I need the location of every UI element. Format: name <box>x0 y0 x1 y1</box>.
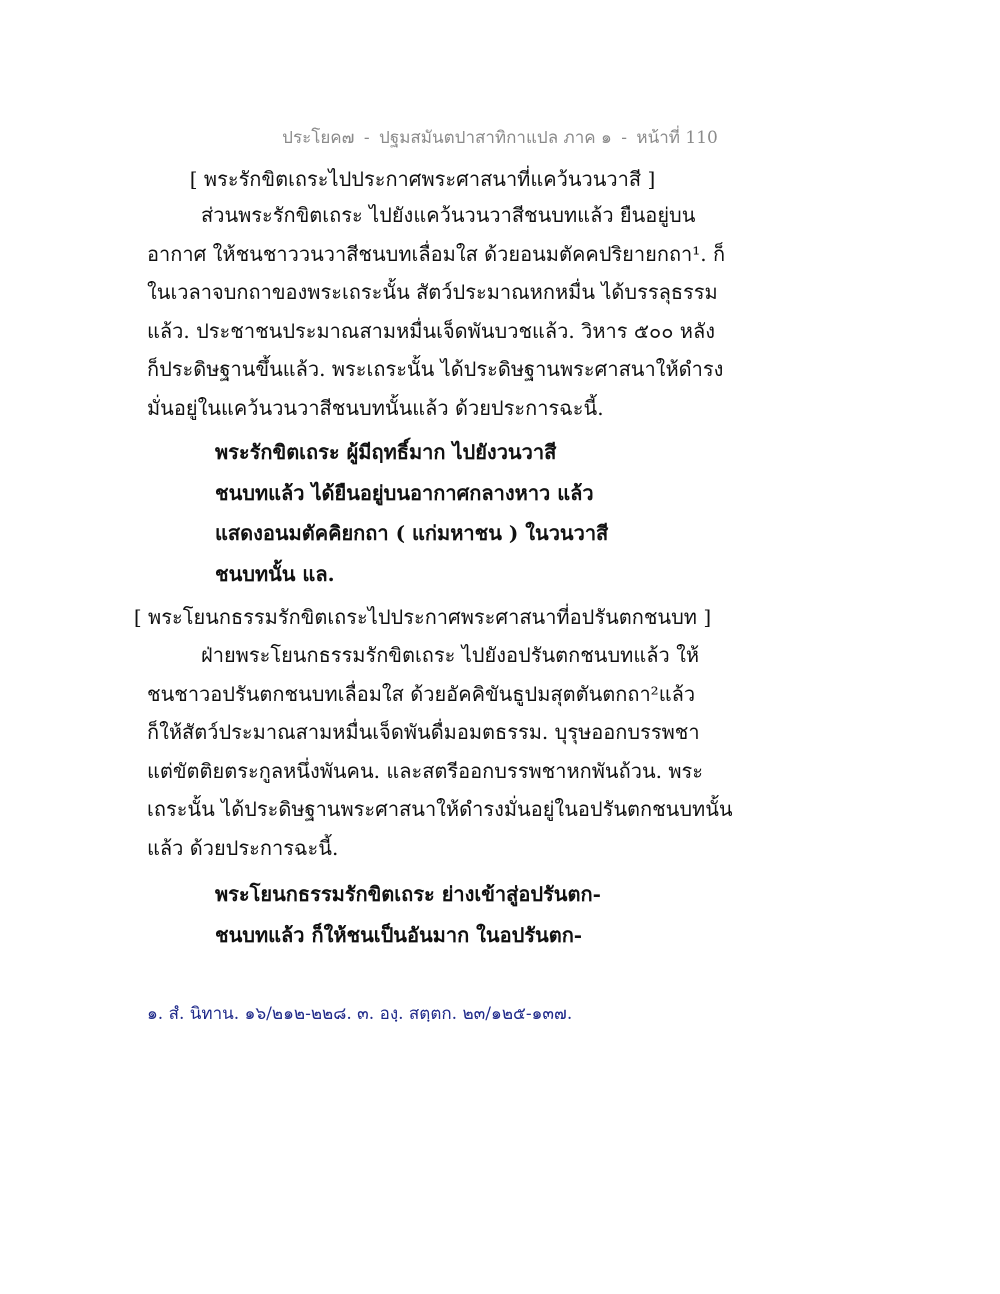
verse-block <box>215 432 735 594</box>
verse-line: ชนบทแล้ว ก็ให้ชนเป็นอันมาก ในอปรันตก- <box>215 922 583 947</box>
paragraph <box>147 636 733 868</box>
paragraph-line: ก็ให้สัตว์ประมาณสามหมื่นเจ็ดพันดื่มอมตธรรม. บุรุษออกบรรพชา <box>147 720 700 745</box>
header-page-number: หน้าที่ 110 <box>636 128 718 148</box>
paragraph-line: อากาศ ให้ชนชาววนวาสีชนบทเลื่อมใส ด้วยอนมตัคคปริยายกถา¹. ก็ <box>147 241 726 266</box>
page-header <box>0 124 1000 151</box>
paragraph-line: เถระนั้น ได้ประดิษฐานพระศาสนาให้ดำรงมั่นอยู่ในอปรันตกชนบทนั้น <box>147 797 733 822</box>
header-chapter: ประโยค๗ <box>282 128 355 148</box>
section-title: [ พระรักขิตเถระไปประกาศพระศาสนาที่แคว้นวนวาสี ] <box>189 167 656 191</box>
header-separator: - <box>621 128 627 148</box>
verse-line: ชนบทแล้ว ได้ยืนอยู่บนอากาศกลางหาว แล้ว <box>215 480 594 505</box>
paragraph-line: แล้ว ด้วยประการฉะนี้. <box>147 835 339 860</box>
paragraph-line: ในเวลาจบกถาของพระเถระนั้น สัตว์ประมาณหกหมื่น ได้บรรลุธรรม <box>147 280 718 305</box>
verse-line: ชนบทนั้น แล. <box>215 561 335 586</box>
paragraph-line: ฝ่ายพระโยนกธรรมรักขิตเถระ ไปยังอปรันตกชนบทแล้ว ให้ <box>201 643 700 667</box>
paragraph-line: มั่นอยู่ในแคว้นวนวาสีชนบทนั้นแล้ว ด้วยประการฉะนี้. <box>147 395 604 420</box>
paragraph-line: แล้ว. ประชาชนประมาณสามหมื่นเจ็ดพันบวชแล้ว. วิหาร ๕๐๐ หลัง <box>147 318 715 343</box>
paragraph-line: ชนชาวอปรันตกชนบทเลื่อมใส ด้วยอัคคิขันธูปมสุตตันตกถา²แล้ว <box>147 681 696 706</box>
header-book-title: ปฐมสมันตปาสาทิกาแปล ภาค ๑ <box>379 128 612 148</box>
section-title: [ พระโยนกธรรมรักขิตเถระไปประกาศพระศาสนาที่อปรันตกชนบท ] <box>133 605 712 629</box>
paragraph-line: ก็ประดิษฐานขึ้นแล้ว. พระเถระนั้น ได้ประดิษฐานพระศาสนาให้ดำรง <box>147 357 724 382</box>
paragraph-line: ส่วนพระรักขิตเถระ ไปยังแคว้นวนวาสีชนบทแล้ว ยืนอยู่บน <box>201 203 696 227</box>
paragraph-line: แต่ขัตติยตระกูลหนึ่งพันคน. และสตรีออกบรรพชาหกพันถ้วน. พระ <box>147 758 703 783</box>
paragraph <box>147 196 726 428</box>
header-separator: - <box>363 128 370 148</box>
verse-line: พระโยนกธรรมรักขิตเถระ ย่างเข้าสู่อปรันตก- <box>215 882 601 906</box>
verse-line: พระรักขิตเถระ ผู้มีฤทธิ์มาก ไปยังวนวาสี <box>215 440 557 464</box>
footnote: ๑. สํ. นิทาน. ๑๖/๒๑๒-๒๒๘. ๓. องฺ. สตฺตก. ๒๓/๑๒๕-๑๓๗. <box>147 1004 573 1024</box>
verse-line: แสดงอนมตัคคิยกถา ( แก่มหาชน ) ในวนวาสี <box>215 521 609 545</box>
verse-block <box>215 874 735 955</box>
